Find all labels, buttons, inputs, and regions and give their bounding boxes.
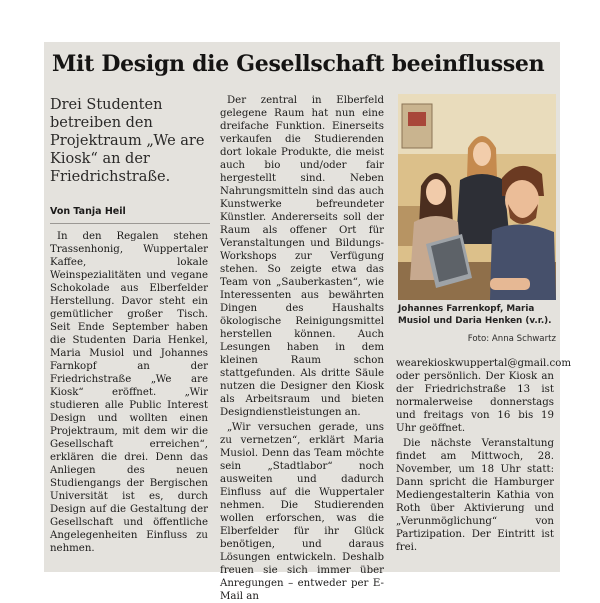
photo-credit: Foto: Anna Schwartz <box>467 334 556 344</box>
article-photo <box>398 94 556 300</box>
article-paragraph-2: Der zentral in Elberfeld gelegene Raum hat nun eine dreifache Funktion. Einerseits verkaufen die Studierenden dort lokale Produkte, die meist auch bio und/oder fair hergestellt sind. Neben Nahrungsmitteln sind das auch Kunstwerke befreundeter Künstler. Andererseits soll der Raum als offener Ort für Veranstaltungen und Bildungs-Workshops zur Verfügung stehen. So zeigte etwa das Team von „Sauberkasten“, wie Interessenten aus bewährten Dingen des Haushalts ökologische Reinigungsmittel herstellen können. Auch Lesungen haben in dem kleinen Raum schon stattgefunden. Als dritte Säule nutzen die Designer den Kiosk als Arbeitsraum und bieten Designdienstleistungen an. <box>220 95 384 418</box>
article-paragraph-3: „Wir versuchen gerade, uns zu vernetzen“, erklärt Maria Musiol. Denn das Team möchte sein „Stadtlabor“ noch ausweiten und dadurch Einfluss auf die Wuppertaler nehmen. Die Studierenden wollen erforschen, was die Elberfelder für ihr Glück benötigen, und daraus Lösungen entwickeln. Deshalb freuen sie sich immer über Anregungen – entweder per E-Mail an <box>220 422 384 602</box>
article-column-1 <box>50 230 208 555</box>
article-headline: Mit Design die Gesellschaft beeinflussen <box>52 51 545 77</box>
article-paragraph-5: Die nächste Veranstaltung findet am Mittwoch, 28. November, um 18 Uhr statt: Dann spricht die Hamburger Mediengestalterin Kathia von Roth über Aktivierung und „Verunmöglichung“ von Partizipation. Der Eintritt ist frei. <box>396 438 554 553</box>
article-byline: Von Tanja Heil <box>50 206 210 224</box>
three-students-photo <box>398 94 556 300</box>
photo-caption: Johannes Farrenkopf, Maria Musiol und Daria Henken (v.r.). <box>398 304 552 326</box>
article-subhead: Drei Studenten betreiben den Projektraum „We are Kiosk“ an der Friedrichstraße. <box>50 97 205 185</box>
article-paragraph-4: wearekioskwuppertal@gmail.com oder persönlich. Der Kiosk an der Friedrichstraße 13 ist normalerweise donnerstags und freitags von 16 bis 19 Uhr geöffnet. <box>396 358 572 434</box>
article-column-3 <box>396 357 572 554</box>
article-column-2 <box>220 94 384 603</box>
article-paragraph-1: In den Regalen stehen Trassenhonig, Wuppertaler Kaffee, lokale Weinspezialitäten und vegane Schokolade aus Elberfelder Herstellung. Davor steht ein gemütlicher großer Tisch. Seit Ende September haben die Studenten Daria Henkel, Maria Musiol und Johannes Farnkopf an der Friedrichstraße „We are Kiosk“ eröffnet. „Wir studieren alle Public Interest Design und wollten einen Projektraum, mit dem wir die Gesellschaft erreichen“, erklären die drei. Denn das Anliegen des neuen Studiengangs der Bergischen Universität ist es, durch Design auf die Gestaltung der Gesellschaft und öffentliche Angelegenheiten Einfluss zu nehmen. <box>50 231 208 554</box>
newspaper-clipping <box>44 42 572 602</box>
